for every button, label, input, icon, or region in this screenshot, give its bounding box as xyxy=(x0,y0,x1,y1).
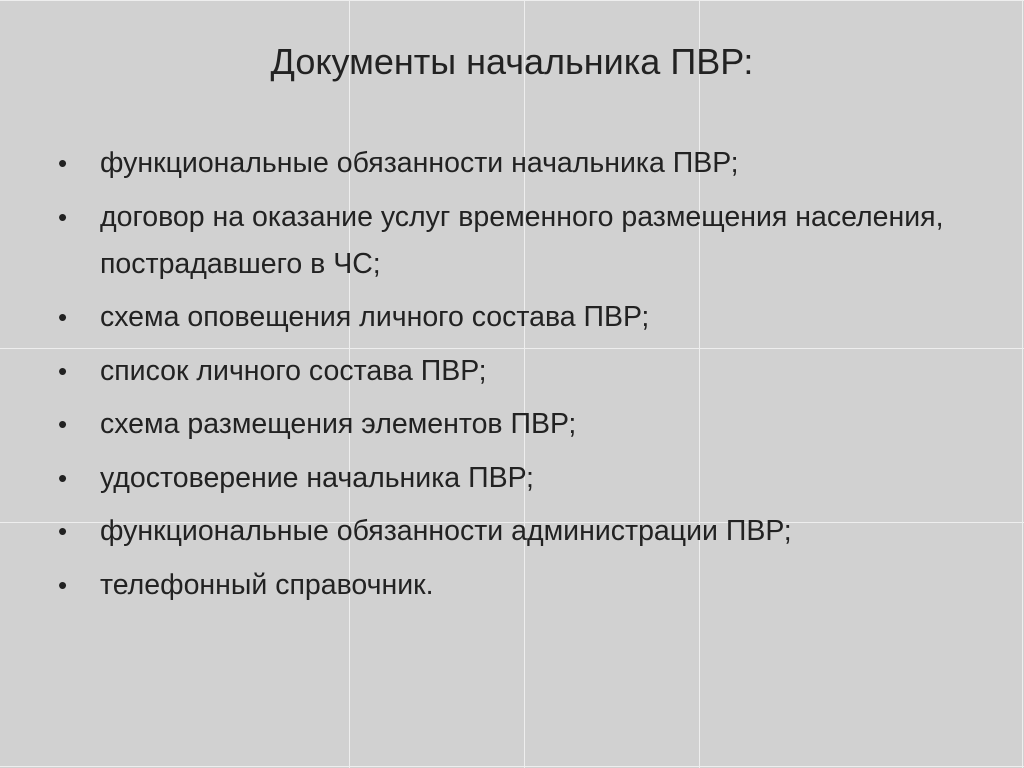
list-item xyxy=(58,140,988,187)
list-item xyxy=(58,562,988,609)
grid-line-horizontal xyxy=(0,766,1024,767)
list-item xyxy=(58,294,988,341)
grid-line-horizontal xyxy=(0,0,1024,1)
bullet-icon: • xyxy=(58,201,68,232)
grid-line-vertical xyxy=(1022,0,1023,768)
bullet-icon: • xyxy=(58,302,68,332)
list-item xyxy=(58,455,988,502)
list-item xyxy=(58,401,988,448)
list-item-text: удостоверение начальника ПВР; xyxy=(100,461,534,494)
list-item-text: функциональные обязанности администрации ПВР; xyxy=(100,515,792,547)
list-item xyxy=(58,194,988,288)
list-item-text: список личного состава ПВР; xyxy=(100,354,487,387)
bullet-icon: • xyxy=(58,148,68,178)
bullet-list xyxy=(58,140,988,615)
list-item-text: договор на оказание услуг временного размещения населения, пострадавшего в ЧС; xyxy=(100,200,944,280)
bullet-icon: • xyxy=(58,516,68,546)
list-item xyxy=(58,508,988,555)
list-item-text: телефонный справочник. xyxy=(100,568,434,601)
list-item-text: схема оповещения личного состава ПВР; xyxy=(100,301,650,333)
list-item-text: функциональные обязанности начальника ПВР; xyxy=(100,147,739,179)
bullet-icon: • xyxy=(58,462,68,493)
bullet-icon: • xyxy=(58,569,68,600)
bullet-icon: • xyxy=(58,409,68,439)
list-item-text: схема размещения элементов ПВР; xyxy=(100,408,577,440)
list-item xyxy=(58,348,988,395)
bullet-icon: • xyxy=(58,355,68,386)
slide-title: Документы начальника ПВР: xyxy=(270,41,754,82)
